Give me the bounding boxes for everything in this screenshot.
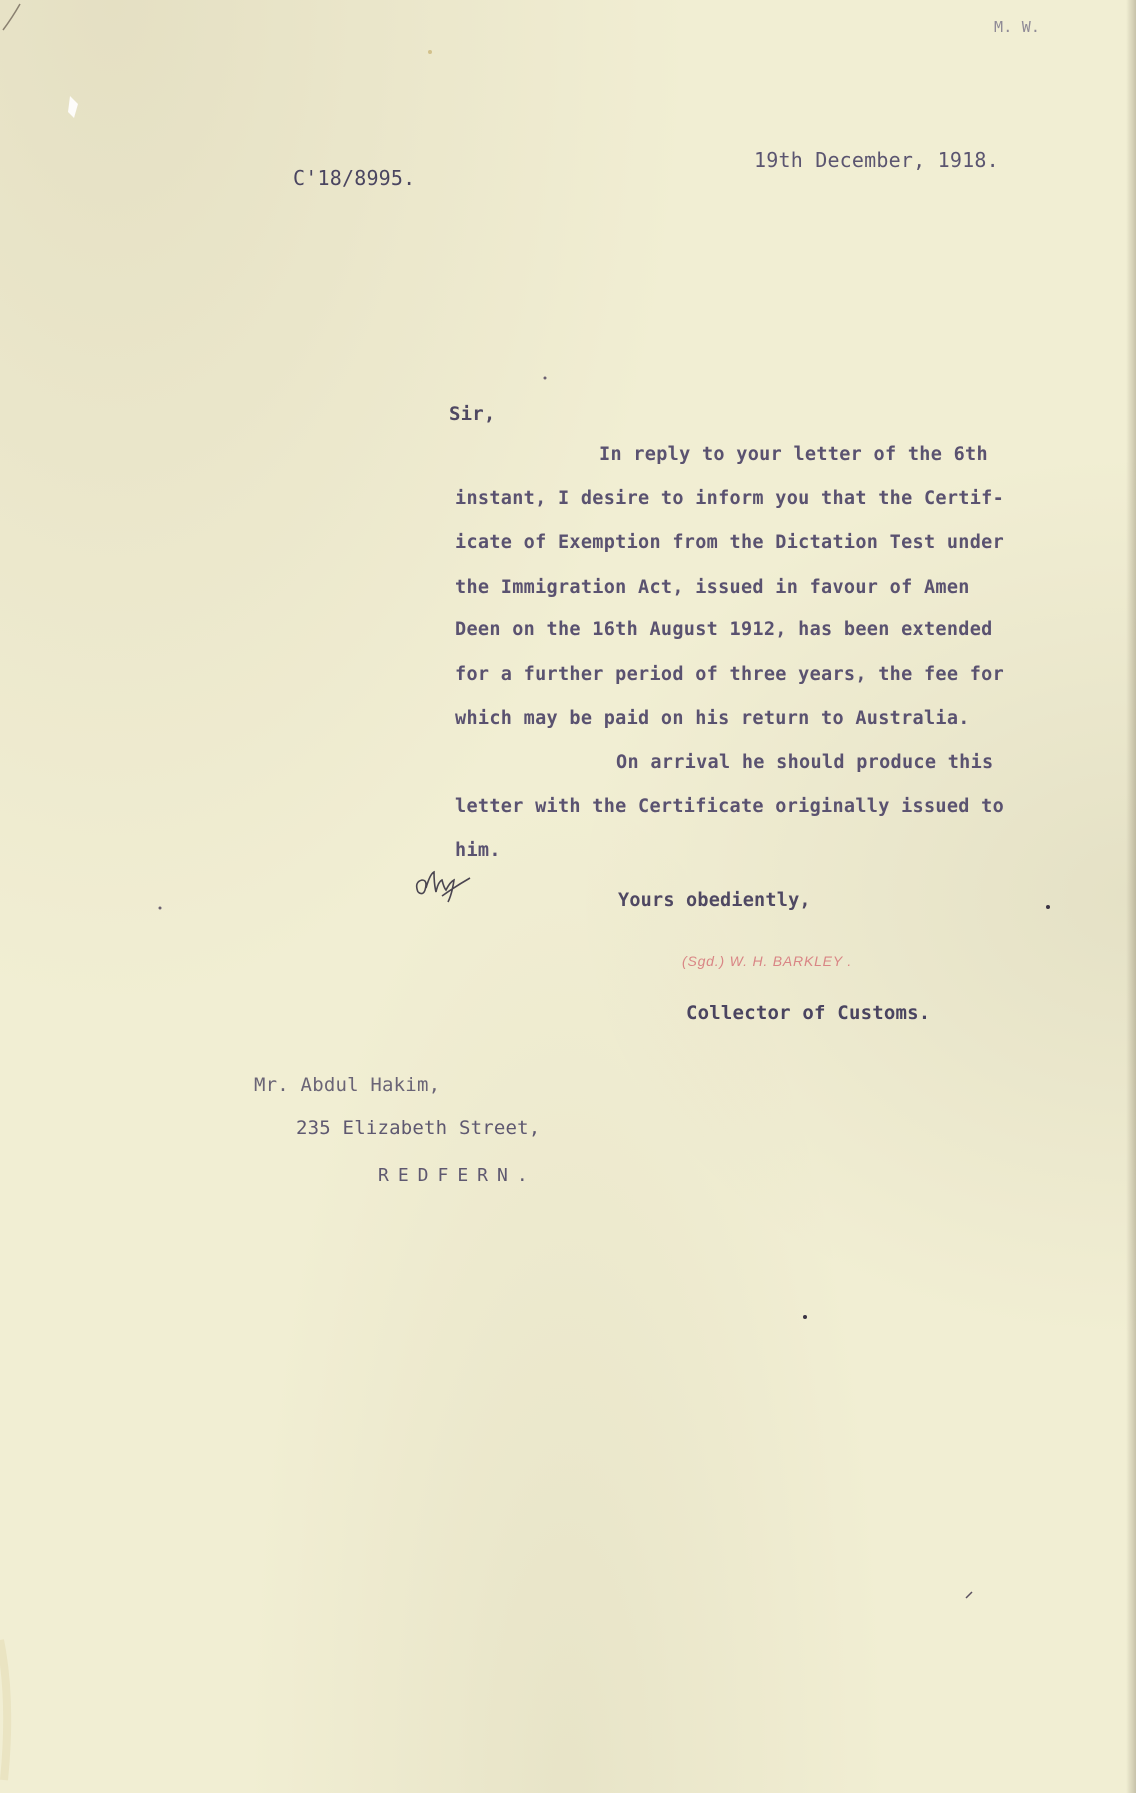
letter-date: 19th December, 1918. bbox=[754, 148, 999, 172]
body-line-8: On arrival he should produce this bbox=[616, 752, 994, 773]
body-line-2: instant, I desire to inform you that the Certif- bbox=[455, 488, 1005, 509]
addressee-name: Mr. Abdul Hakim, bbox=[254, 1074, 441, 1096]
body-line-3: icate of Exemption from the Dictation Test under bbox=[455, 532, 1005, 553]
page-edge-shadow bbox=[1126, 0, 1136, 1793]
corner-mark: M. W. bbox=[994, 18, 1041, 36]
salutation: Sir, bbox=[449, 403, 496, 425]
body-line-1: In reply to your letter of the 6th bbox=[599, 444, 988, 465]
handwritten-initials bbox=[412, 866, 474, 906]
body-line-10: him. bbox=[455, 840, 501, 861]
closing: Yours obediently, bbox=[618, 890, 811, 911]
body-line-4: the Immigration Act, issued in favour of Amen bbox=[455, 577, 970, 598]
addressee-suburb: REDFERN. bbox=[378, 1165, 537, 1186]
reference-number: C'18/8995. bbox=[293, 166, 416, 190]
body-line-7: which may be paid on his return to Australia. bbox=[455, 708, 970, 729]
signature-stamp: (Sgd.) W. H. BARKLEY . bbox=[682, 953, 853, 969]
signatory-title: Collector of Customs. bbox=[686, 1002, 931, 1024]
body-line-5: Deen on the 16th August 1912, has been extended bbox=[455, 619, 993, 640]
addressee-street: 235 Elizabeth Street, bbox=[296, 1117, 541, 1139]
body-line-9: letter with the Certificate originally issued to bbox=[455, 796, 1005, 817]
body-line-6: for a further period of three years, the fee for bbox=[455, 664, 1005, 685]
